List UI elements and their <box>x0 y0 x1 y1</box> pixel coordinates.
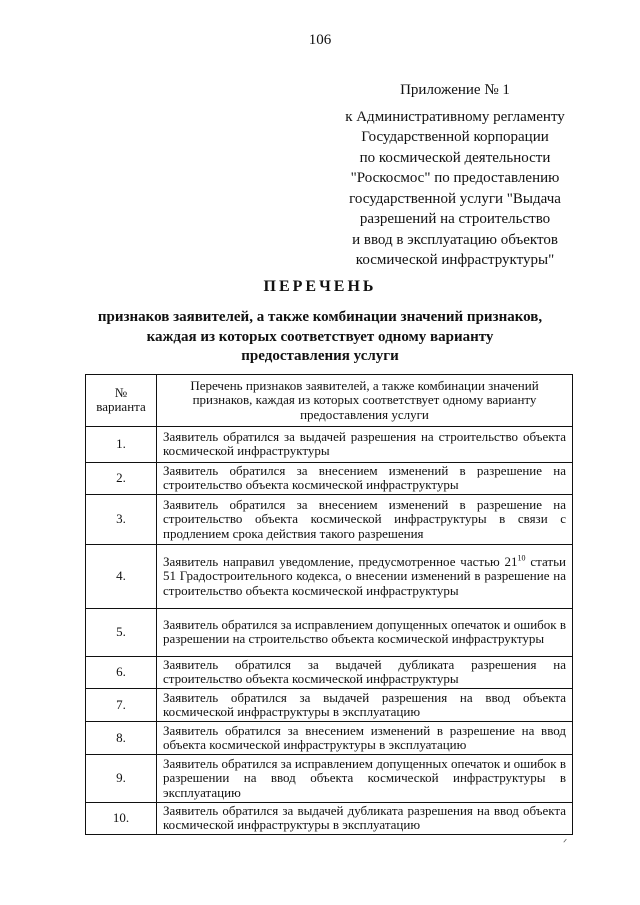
table-row <box>86 544 573 608</box>
appendix-line: "Роскосмос" по предоставлению <box>350 170 560 186</box>
variant-description: Заявитель обратился за внесением изменений в разрешение на ввод объекта космической инфраструктуры в эксплуатацию <box>157 721 573 754</box>
appendix-line: государственной услуги "Выдача <box>349 190 561 207</box>
appendix-line: и ввод в эксплуатацию объектов <box>352 231 558 248</box>
variant-number: 6. <box>86 656 157 688</box>
heading-subtitle-line: каждая из которых соответствует одному варианту <box>146 328 494 345</box>
heading-subtitle-line: признаков заявителей, а также комбинации значений признаков, <box>97 309 543 325</box>
table-row <box>86 754 573 802</box>
variant-number: 3. <box>86 494 157 544</box>
header-variant-number: № варианта <box>86 375 157 427</box>
variant-description: Заявитель обратился за исправлением допущенных опечаток и ошибок в разрешении на строительство объекта космической инфраструктуры <box>157 608 573 656</box>
header-description: Перечень признаков заявителей, а также комбинации значений признаков, каждая из которых соответствует одному варианту предоставления услуги <box>157 375 573 427</box>
appendix-block <box>305 80 605 271</box>
variant-number: 7. <box>86 688 157 721</box>
appendix-line: космической инфраструктуры" <box>355 252 555 268</box>
superscript-part: 10 <box>517 553 526 563</box>
table-row <box>86 494 573 544</box>
variant-text-part: Заявитель направил уведомление, предусмотренное частью 21 <box>163 553 518 569</box>
variant-number: 8. <box>86 721 157 754</box>
appendix-line: к Административному регламенту <box>345 108 565 125</box>
appendix-line: разрешений на строительство <box>359 211 551 227</box>
variant-number: 2. <box>86 462 157 494</box>
scan-mark: ᐟ <box>563 838 568 849</box>
page-number: 106 <box>308 32 332 48</box>
appendix-line: по космической деятельности <box>359 149 551 166</box>
table-row <box>86 656 573 688</box>
table-header-row <box>86 375 573 427</box>
variant-text-part: статьи 51 Градостроительного кодекса, о внесении изменений в разрешение на строительство объекта космической инфраструктуры <box>163 553 566 598</box>
table-row <box>86 426 573 462</box>
variant-number: 5. <box>86 608 157 656</box>
variant-description <box>157 544 573 608</box>
variant-description: Заявитель обратился за внесением изменений в разрешение на строительство объекта космической инфраструктуры <box>157 462 573 494</box>
table-row <box>86 462 573 494</box>
variant-number: 9. <box>86 754 157 802</box>
heading-subtitle-line: предоставления услуги <box>241 348 399 364</box>
table-row <box>86 608 573 656</box>
appendix-title: Приложение № 1 <box>400 82 510 98</box>
variant-description: Заявитель обратился за исправлением допущенных опечаток и ошибок в разрешении на ввод объекта космической инфраструктуры в эксплуатацию <box>157 754 573 802</box>
table-row <box>86 721 573 754</box>
variant-description: Заявитель обратился за внесением изменений в разрешение на строительство объекта космической инфраструктуры в связи с продлением срока действия такого разрешения <box>157 494 573 544</box>
document-heading <box>60 278 580 367</box>
variant-number: 1. <box>86 426 157 462</box>
variant-description: Заявитель обратился за выдачей разрешения на строительство объекта космической инфраструктуры <box>157 426 573 462</box>
variants-table <box>85 374 573 835</box>
variant-number: 4. <box>86 544 157 608</box>
variant-description: Заявитель обратился за выдачей разрешения на ввод объекта космической инфраструктуры в эксплуатацию <box>157 688 573 721</box>
table-row <box>86 688 573 721</box>
appendix-line: Государственной корпорации <box>361 129 549 145</box>
variant-description: Заявитель обратился за выдачей дубликата разрешения на строительство объекта космической инфраструктуры <box>157 656 573 688</box>
variant-description: Заявитель обратился за выдачей дубликата разрешения на ввод объекта космической инфраструктуры в эксплуатацию <box>157 802 573 834</box>
heading-title: ПЕРЕЧЕНЬ <box>263 278 377 295</box>
variant-number: 10. <box>86 802 157 834</box>
table-row <box>86 802 573 834</box>
